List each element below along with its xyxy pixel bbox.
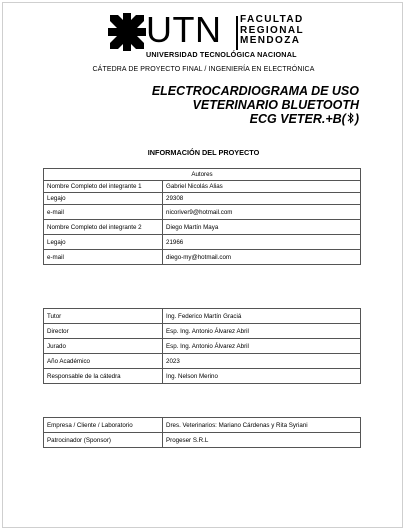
- logo-main-text: UTN: [146, 9, 222, 50]
- authors-header: Autores: [44, 169, 361, 181]
- table-cell-value: Diego Martín Maya: [163, 220, 361, 235]
- table-cell-value: Ing. Nelson Merino: [163, 369, 361, 384]
- table-cell-value: Esp. Ing. Antonio Álvarez Abril: [163, 324, 361, 339]
- table-row: [44, 169, 361, 181]
- table-cell-label: Responsable de la cátedra: [44, 369, 163, 384]
- table-row: [44, 324, 361, 339]
- table-cell-label: Director: [44, 324, 163, 339]
- staff-table: [43, 308, 361, 384]
- table-cell-label: Empresa / Cliente / Laboratorio: [44, 418, 163, 433]
- table-cell-label: Año Académico: [44, 354, 163, 369]
- title-line-3-text: ECG VETER.+B(: [249, 112, 346, 126]
- table-cell-value: 29308: [163, 193, 361, 205]
- table-cell-value: Progeser S.R.L: [163, 433, 361, 448]
- table-cell-label: Legajo: [44, 193, 163, 205]
- table-cell-label: Tutor: [44, 309, 163, 324]
- table-cell-value: Ing. Federico Martín Graciá: [163, 309, 361, 324]
- table-cell-label: Legajo: [44, 235, 163, 250]
- bluetooth-icon: [346, 112, 355, 124]
- table-row: [44, 433, 361, 448]
- title-line-3: ECG VETER.+B( ): [249, 112, 359, 126]
- table-cell-value: 2023: [163, 354, 361, 369]
- table-cell-label: Jurado: [44, 339, 163, 354]
- table-row: [44, 369, 361, 384]
- table-cell-value: 21966: [163, 235, 361, 250]
- table-row: [44, 235, 361, 250]
- table-cell-label: e-mail: [44, 205, 163, 220]
- title-line-1: ELECTROCARDIOGRAMA DE USO: [151, 84, 359, 98]
- table-cell-label: e-mail: [44, 250, 163, 265]
- table-cell-label: Patrocinador (Sponsor): [44, 433, 163, 448]
- table-cell-label: Nombre Completo del integrante 2: [44, 220, 163, 235]
- logo-divider: [236, 16, 238, 50]
- catedra-line: CÁTEDRA DE PROYECTO FINAL / INGENIERÍA EN ELECTRÓNICA: [92, 66, 315, 73]
- utn-logo: [108, 9, 324, 59]
- logo-faculty-line: FACULTAD: [240, 14, 304, 25]
- table-cell-value: Esp. Ing. Antonio Álvarez Abril: [163, 339, 361, 354]
- table-cell-value: diego-my@hotmail.com: [163, 250, 361, 265]
- table-row: [44, 309, 361, 324]
- table-row: [44, 339, 361, 354]
- table-row: [44, 354, 361, 369]
- table-cell-value: Dres. Veterinarios: Mariano Cárdenas y Rita Syriani: [163, 418, 361, 433]
- table-row: [44, 250, 361, 265]
- logo-faculty-line: REGIONAL: [240, 24, 304, 36]
- table-cell-value: Gabriel Nicolás Alias: [163, 181, 361, 193]
- table-cell-label: Nombre Completo del integrante 1: [44, 181, 163, 193]
- table-row: [44, 205, 361, 220]
- logo-faculty-line: MENDOZA: [240, 35, 301, 46]
- table-row: [44, 220, 361, 235]
- title-line-2: VETERINARIO BLUETOOTH: [192, 98, 359, 112]
- table-row: [44, 181, 361, 193]
- logo-university: UNIVERSIDAD TECNOLÓGICA NACIONAL: [146, 50, 297, 59]
- authors-table: [43, 168, 361, 265]
- table-row: [44, 193, 361, 205]
- company-table: [43, 417, 361, 448]
- document-title: [152, 84, 359, 126]
- section-title: INFORMACIÓN DEL PROYECTO: [147, 148, 260, 157]
- logo-faculty: [240, 15, 304, 47]
- page-frame: [2, 2, 403, 528]
- table-row: [44, 418, 361, 433]
- table-cell-value: nicoriver9@hotmail.com: [163, 205, 361, 220]
- utn-emblem-icon: [108, 13, 146, 51]
